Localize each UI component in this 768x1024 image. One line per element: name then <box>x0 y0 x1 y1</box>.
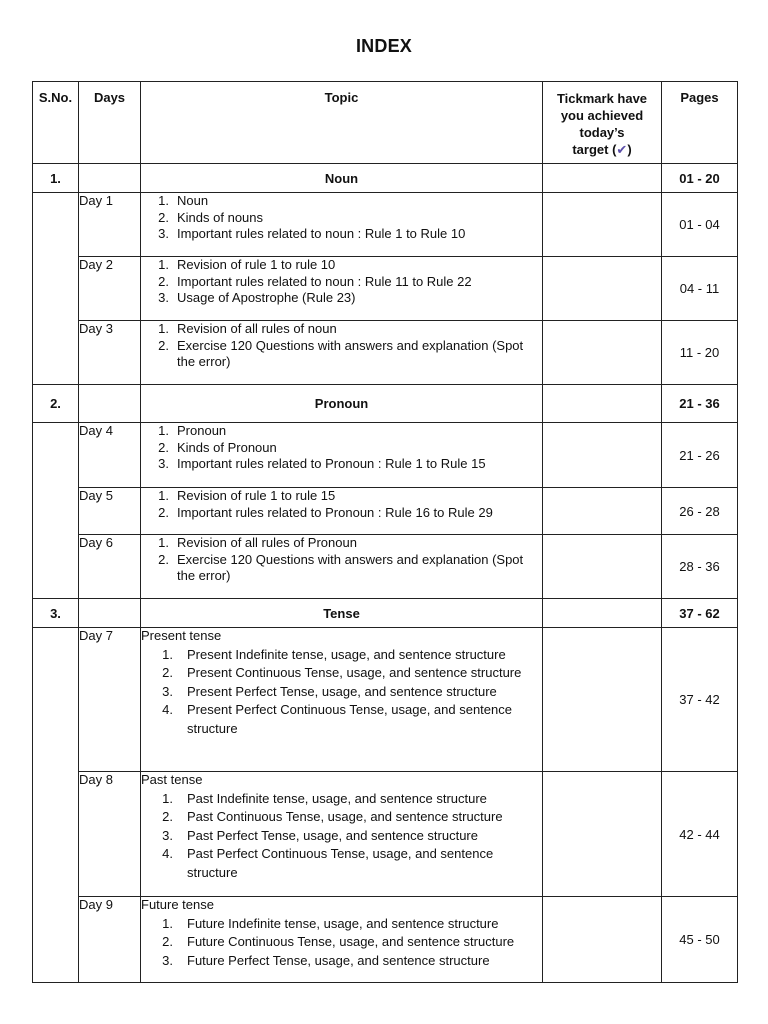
list-item <box>141 701 542 738</box>
day-pages: 45 - 50 <box>662 897 738 983</box>
header-sno: S.No. <box>33 82 79 164</box>
item-number: 2. <box>162 665 173 680</box>
tick-cell[interactable] <box>543 385 662 423</box>
item-text: Kinds of Pronoun <box>177 439 277 455</box>
item-number: 1. <box>158 488 169 503</box>
day-label: Day 9 <box>79 897 141 983</box>
item-number: 2. <box>162 934 173 949</box>
day-pages: 37 - 42 <box>662 628 738 772</box>
subsection-heading: Present tense <box>141 628 222 643</box>
list-item <box>141 423 542 440</box>
tick-cell[interactable] <box>543 423 662 488</box>
header-tick-close: ) <box>627 142 632 157</box>
tick-cell[interactable] <box>543 535 662 599</box>
item-number: 3. <box>158 226 169 241</box>
item-number: 4. <box>162 702 173 717</box>
day-pages: 01 - 04 <box>662 193 738 257</box>
list-item <box>141 210 542 227</box>
list-item <box>141 664 542 683</box>
list-item <box>141 290 542 307</box>
item-number: 1. <box>158 423 169 438</box>
item-number: 2. <box>162 809 173 824</box>
section-day-empty <box>79 164 141 193</box>
topic-cell <box>141 257 543 321</box>
list-item <box>141 952 542 971</box>
topic-cell <box>141 897 543 983</box>
item-number: 2. <box>158 337 169 353</box>
item-text: Present Indefinite tense, usage, and sentence structure <box>187 646 506 662</box>
item-text: Past Perfect Continuous Tense, usage, and sentence structure <box>187 846 494 880</box>
section-row <box>33 599 738 628</box>
section-day-empty <box>79 599 141 628</box>
item-text: Present Continuous Tense, usage, and sentence structure <box>187 665 522 680</box>
header-topic: Topic <box>141 82 543 164</box>
topic-cell <box>141 535 543 599</box>
day-label: Day 8 <box>79 772 141 897</box>
section-pages: 37 - 62 <box>662 599 738 628</box>
tick-cell[interactable] <box>543 772 662 897</box>
item-text: Future Continuous Tense, usage, and sentence structure <box>187 934 515 949</box>
header-tick-line2: you achieved <box>560 108 644 123</box>
table-row <box>33 488 738 535</box>
day-label: Day 4 <box>79 423 141 488</box>
table-row <box>33 628 738 772</box>
section-sno: 2. <box>33 385 79 423</box>
item-text: Past Continuous Tense, usage, and sentence structure <box>187 809 503 824</box>
section-row <box>33 385 738 423</box>
item-text: Future Indefinite tense, usage, and sentence structure <box>187 915 499 931</box>
sno-empty <box>33 423 79 599</box>
topic-cell <box>141 488 543 535</box>
item-number: 2. <box>158 504 169 520</box>
subsection-heading: Future tense <box>141 897 214 912</box>
day-label: Day 2 <box>79 257 141 321</box>
list-item <box>141 488 542 505</box>
list-item <box>141 535 542 552</box>
tick-cell[interactable] <box>543 257 662 321</box>
list-item <box>141 915 542 934</box>
topic-list <box>141 535 542 585</box>
list-item <box>141 790 542 809</box>
table-row <box>33 772 738 897</box>
subsection-heading: Past tense <box>141 772 203 787</box>
list-item <box>141 933 542 952</box>
item-number: 1. <box>158 321 169 336</box>
section-pages: 21 - 36 <box>662 385 738 423</box>
item-number: 2. <box>158 551 169 567</box>
topic-list <box>141 321 542 371</box>
item-number: 1. <box>162 790 173 806</box>
item-text: Important rules related to Pronoun : Rule 16 to Rule 29 <box>177 504 493 520</box>
list-item <box>141 257 542 274</box>
header-tick-line4 <box>543 141 661 158</box>
day-pages: 26 - 28 <box>662 488 738 535</box>
item-text: Present Perfect Continuous Tense, usage, and sentence structure <box>187 702 512 736</box>
table-row <box>33 257 738 321</box>
topic-list <box>141 915 542 971</box>
list-item <box>141 338 542 371</box>
section-sno: 3. <box>33 599 79 628</box>
table-row <box>33 321 738 385</box>
item-number: 2. <box>158 439 169 455</box>
topic-list <box>141 790 542 883</box>
header-pages: Pages <box>662 82 738 164</box>
header-tick-target: target ( <box>572 142 617 157</box>
item-text: Revision of rule 1 to rule 15 <box>177 488 336 503</box>
item-number: 1. <box>158 535 169 550</box>
item-text: Revision of all rules of noun <box>177 321 337 336</box>
topic-list <box>141 257 542 307</box>
item-text: Kinds of nouns <box>177 209 264 225</box>
sno-empty <box>33 628 79 983</box>
day-pages: 11 - 20 <box>662 321 738 385</box>
list-item <box>141 808 542 827</box>
day-pages: 04 - 11 <box>662 257 738 321</box>
header-tickmark <box>543 82 662 164</box>
topic-list <box>141 488 542 521</box>
topic-list <box>141 646 542 739</box>
day-pages: 42 - 44 <box>662 772 738 897</box>
page-title: INDEX <box>355 36 412 56</box>
header-tick-line3: today’s <box>579 125 625 140</box>
section-day-empty <box>79 385 141 423</box>
section-title: Noun <box>141 164 543 193</box>
item-text: Important rules related to noun : Rule 11 to Rule 22 <box>177 273 472 289</box>
topic-list <box>141 193 542 243</box>
item-number: 2. <box>158 273 169 289</box>
item-number: 3. <box>162 827 173 843</box>
list-item <box>141 845 542 882</box>
day-label: Day 6 <box>79 535 141 599</box>
item-text: Noun <box>177 193 209 208</box>
sno-empty <box>33 193 79 385</box>
tick-cell[interactable] <box>543 193 662 257</box>
topic-cell <box>141 772 543 897</box>
item-number: 1. <box>162 915 173 931</box>
item-text: Exercise 120 Questions with answers and explanation (Spot the error) <box>177 551 524 583</box>
section-title: Tense <box>141 599 543 628</box>
item-number: 3. <box>162 952 173 968</box>
item-text: Revision of all rules of Pronoun <box>177 535 357 550</box>
list-item <box>141 552 542 585</box>
day-pages: 28 - 36 <box>662 535 738 599</box>
item-text: Pronoun <box>177 423 227 438</box>
topic-list <box>141 423 542 473</box>
topic-cell <box>141 321 543 385</box>
day-pages: 21 - 26 <box>662 423 738 488</box>
section-pages: 01 - 20 <box>662 164 738 193</box>
item-text: Important rules related to Pronoun : Rule 1 to Rule 15 <box>177 456 486 471</box>
table-row <box>33 535 738 599</box>
section-sno: 1. <box>33 164 79 193</box>
list-item <box>141 321 542 338</box>
tick-cell[interactable] <box>543 488 662 535</box>
table-row <box>33 897 738 983</box>
tick-cell[interactable] <box>543 164 662 193</box>
tick-cell[interactable] <box>543 599 662 628</box>
item-number: 4. <box>162 846 173 861</box>
day-label: Day 7 <box>79 628 141 772</box>
list-item <box>141 274 542 291</box>
list-item <box>141 683 542 702</box>
list-item <box>141 646 542 665</box>
item-text: Past Perfect Tense, usage, and sentence structure <box>187 827 478 843</box>
table-header-row <box>33 82 738 164</box>
section-row <box>33 164 738 193</box>
tick-cell[interactable] <box>543 897 662 983</box>
list-item <box>141 456 542 473</box>
header-days: Days <box>79 82 141 164</box>
item-number: 3. <box>162 683 173 699</box>
item-number: 3. <box>158 456 169 471</box>
list-item <box>141 193 542 210</box>
list-item <box>141 827 542 846</box>
item-text: Future Perfect Tense, usage, and sentence structure <box>187 952 490 968</box>
item-text: Past Indefinite tense, usage, and sentence structure <box>187 790 487 806</box>
item-number: 3. <box>158 290 169 305</box>
day-label: Day 1 <box>79 193 141 257</box>
item-number: 1. <box>158 193 169 208</box>
item-number: 1. <box>158 257 169 272</box>
item-text: Present Perfect Tense, usage, and sentence structure <box>187 683 497 699</box>
topic-cell <box>141 193 543 257</box>
section-title: Pronoun <box>141 385 543 423</box>
tick-cell[interactable] <box>543 321 662 385</box>
table-row <box>33 423 738 488</box>
item-number: 2. <box>158 209 169 225</box>
topic-cell <box>141 628 543 772</box>
item-text: Revision of rule 1 to rule 10 <box>177 257 336 272</box>
tick-cell[interactable] <box>543 628 662 772</box>
item-text: Exercise 120 Questions with answers and explanation (Spot the error) <box>177 337 524 369</box>
table-row <box>33 193 738 257</box>
day-label: Day 5 <box>79 488 141 535</box>
list-item <box>141 226 542 243</box>
checkmark-icon: ✔ <box>616 142 628 157</box>
item-text: Usage of Apostrophe (Rule 23) <box>177 290 356 305</box>
index-table <box>32 81 738 983</box>
header-tick-line1: Tickmark have <box>556 91 648 106</box>
item-text: Important rules related to noun : Rule 1 to Rule 10 <box>177 226 466 241</box>
list-item <box>141 505 542 522</box>
item-number: 1. <box>162 646 173 662</box>
day-label: Day 3 <box>79 321 141 385</box>
topic-cell <box>141 423 543 488</box>
list-item <box>141 440 542 457</box>
